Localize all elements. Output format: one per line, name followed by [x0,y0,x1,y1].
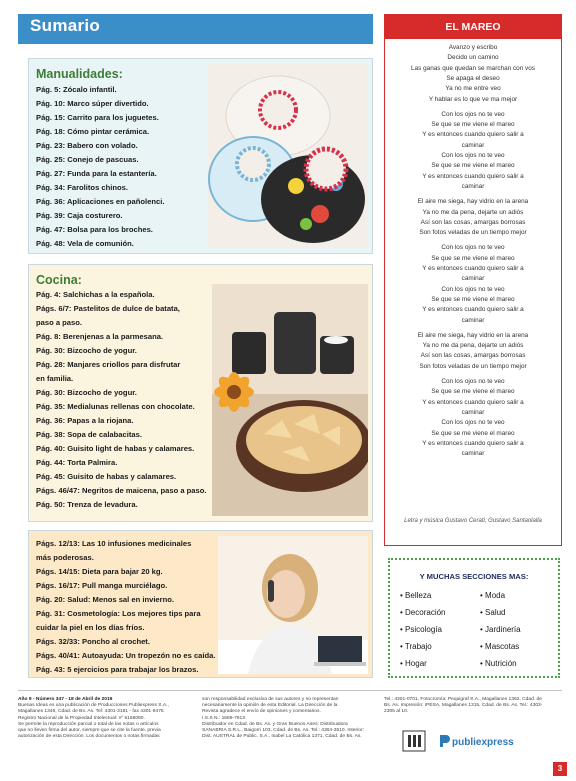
cocina-item: en familia. [36,374,74,383]
woman-photo [218,536,368,674]
poem-line: Se que se me viene el mareo [431,162,515,170]
imprint-line: Dist. AUSTRAL de Public. S.A., Isabel La Católica 1371, Cdad. de Bs. As. [202,734,362,740]
section-item: • Hogar [400,659,427,668]
imprint-line: Revista agradece el envío de opiniones y comentarios. [202,709,321,715]
imprint-column-1 [18,697,194,740]
imprint-line: Magallanes 1346, Cdad. de Bs. As. Tel: 4301-3181 - fax 4301-9475 [18,709,164,715]
poem-panel [384,14,562,546]
cocina-item: Pág. 44: Torta Palmira. [36,458,118,467]
salud-item: Págs. 40/41: Autoayuda: Un tropezón no es caída. [36,651,216,660]
imprint-line: que no lleven firma del autor, siempre que se cite la fuente, previa [18,728,161,734]
pastries-photo [212,284,368,516]
manualidades-item: Pág. 27: Funda para la estantería. [36,169,157,178]
ivc-seal-logo [402,730,426,752]
poem-line: Son fotos veladas de un tiempo mejor [419,362,527,370]
cocina-item: Pág. 30: Bizcocho de yogur. [36,346,137,355]
poem-line: Ya no me da pena, dejarte un adiós [422,208,524,216]
salud-item: Pág. 20: Salud: Menos sal en invierno. [36,595,174,604]
more-sections-box [388,558,560,678]
section-item: • Nutrición [480,659,517,668]
cocina-item: Pág. 28: Manjares criollos para disfrutar [36,360,181,369]
manualidades-item: Pág. 34: Farolitos chinos. [36,183,128,192]
imprint-line: son responsabilidad exclusiva de sus autores y no representan [202,697,339,702]
page-number: 3 [553,762,567,776]
imprint-line: I.S.S.N.: 1669-791X [202,715,246,721]
imprint-line: SANABRIA S.R.L., Baigorri 103, Cdad. de Bs. As. Tel.: 4304-3510. Interior: [202,728,364,734]
poem-line: Se que se me viene el mareo [431,429,515,437]
poem-line: Y es entonces cuando quiero salir a [422,439,524,447]
cocina-item: Pág. 30: Bizcocho de yogur. [36,388,137,397]
manualidades-item: Pág. 36: Aplicaciones en pañolenci. [36,197,165,206]
poem-line: caminar [461,408,485,416]
cocina-item: Pág. 38: Sopa de calabacitas. [36,430,142,439]
poem-line: El aire me siega, hay vidrio en la arena [417,331,529,339]
imprint-line: 2305 al 10. [384,709,409,715]
cocina-item: Pág. 50: Trenza de levadura. [36,500,138,509]
poem-line: Son fotos veladas de un tiempo mejor [419,229,527,237]
poem-line: Se apaga el deseo [446,74,500,82]
cocina-item: Págs. 6/7: Pastelitos de dulce de batata, [36,304,180,313]
poem-line: Ya no me da pena, dejarte un adiós [422,342,524,350]
poem-title: EL MAREO [445,21,501,33]
imprint-column-3 [384,697,560,716]
salud-item: Págs. 32/33: Poncho al crochet. [36,637,150,646]
poem-line: Y es entonces cuando quiero salir a [422,172,524,180]
poem-line: Y hablar es lo que ve ma mejor [428,95,518,103]
bibs-photo [208,64,368,248]
poem-line: caminar [461,275,485,283]
cocina-item: Pág. 8: Berenjenas a la parmesana. [36,332,164,341]
manualidades-item: Pág. 23: Babero con volado. [36,141,138,150]
salud-item: cuidar la piel en los días fríos. [36,623,145,632]
publiexpress-logo-icon [438,734,450,748]
poem-line: Con los ojos no te veo [441,285,505,293]
cocina-item: Pág. 36: Papas a la riojana. [36,416,134,425]
poem-line: Con los ojos no te veo [441,378,505,385]
manualidades-title: Manualidades: [36,67,123,81]
salud-item: Pág. 43: 5 ejercicios para trabajar los brazos. [36,665,199,674]
poem-line: Y es entonces cuando quiero salir a [422,398,524,406]
poem-line: Decido un camino [447,54,499,62]
cocina-title: Cocina: [36,273,82,287]
poem-line: Con los ojos no te veo [441,244,505,252]
section-item: • Decoración [400,608,446,617]
salud-item: Págs. 16/17: Pull manga murciélago. [36,581,168,590]
poem-line: Con los ojos no te veo [441,152,505,159]
imprint-line: Distribuidor en Cdad. de Bs. As. y Gran Buenos Aires: Distribuidora [202,721,348,727]
more-sections-title: Y MUCHAS SECCIONES MAS: [419,572,529,581]
poem-credits: Letra y música Gustavo Cerati, Gustavo Santaolalla [404,518,542,524]
imprint-line: necesariamente la opinión de esta Editorial. La Dirección de la [202,703,338,709]
poem-line: caminar [461,450,485,458]
section-item: • Belleza [400,591,432,600]
imprint-line: Se permite la reproducción parcial o total de las notas o artículos [18,721,159,727]
poem-line: caminar [461,316,485,324]
manualidades-item: Pág. 5: Zócalo infantil. [36,85,117,94]
poem-line: Avanzo y escribo [448,44,498,51]
page-title: Sumario [30,16,101,35]
issue-line: Año 9 - Número 347 - 18 de Abril de 2019 [18,697,113,702]
salud-item: más poderosas. [36,553,94,562]
cocina-item: Pág. 35: Medialunas rellenas con chocolate. [36,402,195,411]
poem-line: El aire me siega, hay vidrio en la arena [417,198,529,206]
manualidades-item: Pág. 18: Cómo pintar cerámica. [36,127,150,136]
poem-line: Así son las cosas, amargas borrosas [420,218,526,226]
poem-line: caminar [461,141,485,149]
poem-line: caminar [461,182,485,190]
poem-line: Se que se me viene el mareo [431,295,515,303]
salud-item: Pág. 31: Cosmetología: Los mejores tips para [36,609,201,618]
poem-line: Y es entonces cuando quiero salir a [422,306,524,314]
poem-line: Ya no me entre veo [445,85,501,93]
section-item: • Jardinería [480,625,521,634]
imprint-line: Tel.: 4301-0701. Fotocromía: Pequigraf S.A., Magallanes 1362, Cdad. de [384,697,542,702]
poem-line: Así son las cosas, amargas borrosas [420,352,526,360]
poem-line: Con los ojos no te veo [441,110,505,118]
poem-line: Se que se me viene el mareo [431,121,515,129]
section-item: • Salud [480,608,506,617]
imprint-line: Registro Nacional de la Propiedad Intelectual: nº 5166090. [18,715,145,721]
section-item: • Moda [480,591,506,600]
manualidades-item: Pág. 25: Conejo de pascuas. [36,155,139,164]
cocina-item: paso a paso. [36,318,83,327]
manualidades-item: Pág. 48: Vela de comunión. [36,239,134,248]
section-item: • Mascotas [480,642,520,651]
poem-line: Y es entonces cuando quiero salir a [422,265,524,272]
publisher-logo-text: publiexpress [452,737,514,748]
poem-line: Las ganas que quedan se marchan con vos [411,64,535,72]
salud-item: Págs. 14/15: Dieta para bajar 20 kg. [36,567,163,576]
imprint-column-2 [202,697,378,740]
poem-line: Se que se me viene el mareo [431,388,515,396]
imprint-line: Bs. As. Impresión: IPESA, Magallanes 1315, Cdad. de Bs. As. Tel.: 4303- [384,703,543,709]
section-item: • Psicología [400,625,442,634]
cocina-item: Pág. 45: Guisito de habas y calamares. [36,472,177,481]
cocina-item: Pág. 4: Salchichas a la española. [36,290,155,299]
section-item: • Trabajo [400,642,432,651]
imprint-line: autorización de esta Dirección. Los documentos o notas firmadas [18,734,160,740]
cocina-item: Págs. 46/47: Negritos de maicena, paso a paso. [36,486,207,495]
salud-item: Págs. 12/13: Las 10 infusiones medicinales [36,539,192,548]
poem-line: Con los ojos no te veo [441,419,505,427]
poem-line: Se que se me viene el mareo [431,254,515,262]
manualidades-item: Pág. 10: Marco súper divertido. [36,99,149,108]
cocina-item: Pág. 40: Guisito light de habas y calamares. [36,444,195,453]
poem-line: Y es entonces cuando quiero salir a [422,131,524,139]
imprint-line: Buenas Ideas es una publicación de Producciones Publiexpress S.A., [18,703,169,709]
manualidades-item: Pág. 47: Bolsa para los broches. [36,225,153,234]
manualidades-item: Pág. 39: Caja costurero. [36,211,123,220]
manualidades-item: Pág. 15: Carrito para los juguetes. [36,113,159,122]
